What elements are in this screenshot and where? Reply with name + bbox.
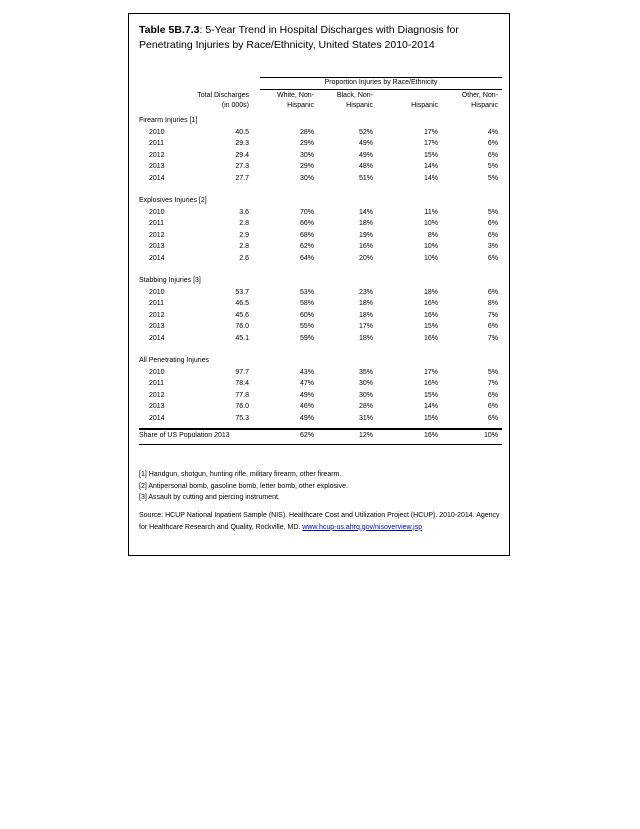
cell-year: 2014 (149, 334, 165, 342)
section-title (139, 275, 502, 287)
cell-white: 30% (299, 174, 314, 182)
footnote-2: [2] Antipersonal bomb, gasoline bomb, letter bomb, other explosive. (139, 482, 348, 490)
cell-total: 53.7 (235, 288, 249, 296)
table-title (139, 23, 501, 53)
cell-other: 5% (487, 163, 498, 170)
cell-black: 51% (358, 174, 373, 182)
cell-hispanic: 16% (423, 311, 438, 319)
cell-black: 19% (358, 231, 373, 239)
cell-total: 2.8 (239, 243, 249, 250)
cell-other: 7% (487, 334, 498, 342)
cell-black: 20% (358, 254, 373, 262)
table-row (139, 310, 502, 322)
cell-other: 6% (487, 140, 498, 147)
table-row (139, 413, 502, 425)
footnotes (139, 469, 501, 534)
cell-total: 27.7 (235, 174, 249, 182)
cell-white: 30% (299, 151, 314, 159)
cell-hispanic: 18% (423, 288, 438, 296)
cell-hispanic: 15% (423, 151, 438, 159)
table-title-text: : 5-Year Trend in Hospital Discharges with Diagnosis for Penetrating Injuries by Race/Ethnicity, United States 2010-2014 (139, 24, 459, 51)
cell-total: 45.1 (235, 334, 249, 342)
cell-year: 2012 (149, 151, 165, 159)
table-row (139, 321, 502, 333)
cell-white: 47% (299, 380, 314, 387)
cell-black: 18% (358, 300, 373, 307)
cell-hispanic: 14% (423, 403, 438, 410)
cell-other: 6% (487, 151, 498, 159)
cell-total: 27.3 (235, 163, 249, 170)
cell-other: 6% (487, 288, 498, 296)
cell-black: 16% (358, 243, 373, 250)
table-row (139, 378, 502, 390)
cell-total: 2.8 (239, 220, 249, 227)
cell-total: 75.3 (235, 414, 249, 422)
cell-white: 60% (299, 311, 314, 319)
table-number: Table 5B.7.3 (139, 24, 200, 36)
cell-total: 3.6 (239, 208, 249, 216)
cell-year: 2014 (149, 254, 165, 262)
table-row (139, 127, 502, 139)
cell-black: 28% (358, 403, 373, 410)
cell-white: 59% (299, 334, 314, 342)
cell-year: 2013 (149, 323, 165, 330)
cell-year: 2011 (149, 380, 165, 387)
cell-other: 6% (487, 231, 498, 239)
cell-black: 18% (358, 334, 373, 342)
cell-black: 30% (358, 380, 373, 387)
footnote-3: [3] Assault by cutting and piercing instrument. (139, 494, 280, 501)
cell-year: 2012 (149, 311, 165, 319)
cell-hispanic: 10% (423, 220, 438, 227)
cell-other: 4% (487, 128, 498, 136)
cell-other: 6% (487, 391, 498, 399)
table-row (139, 287, 502, 299)
table-row (139, 230, 502, 242)
cell-year: 2012 (149, 231, 165, 239)
cell-hispanic: 11% (424, 208, 438, 216)
cell-total: 2.9 (239, 231, 249, 239)
cell-hispanic: 14% (423, 174, 438, 182)
cell-white: 62% (299, 243, 314, 250)
cell-other: 6% (487, 323, 498, 330)
cell-hispanic: 16% (423, 334, 438, 342)
cell-total: 45.6 (235, 311, 249, 319)
cell-year: 2010 (149, 288, 165, 296)
table-row (139, 241, 502, 253)
table-row (139, 253, 502, 265)
cell-black: 23% (358, 288, 373, 296)
table-row (139, 150, 502, 162)
cell-black: 31% (358, 414, 373, 422)
cell-black: 49% (358, 151, 373, 159)
cell-total: 40.5 (235, 128, 249, 136)
cell-total: 46.5 (235, 300, 249, 307)
cell-other: 6% (487, 220, 498, 227)
section-title-label: Firearm Injuries [1] (139, 117, 198, 124)
share-black: 12% (358, 432, 373, 439)
source-note (139, 510, 501, 534)
cell-white: 49% (299, 391, 314, 399)
cell-hispanic: 14% (423, 163, 438, 170)
cell-other: 6% (487, 414, 498, 422)
cell-total: 2.6 (239, 254, 249, 262)
header-hispanic: Hispanic (411, 102, 438, 109)
footnote-1: [1] Handgun, shotgun, hunting rifle, military firearm, other firearm. (139, 471, 342, 478)
table-row (139, 401, 502, 413)
cell-white: 64% (299, 254, 314, 262)
cell-white: 29% (299, 140, 314, 147)
cell-other: 5% (487, 368, 498, 376)
cell-white: 58% (299, 300, 314, 307)
share-white: 62% (299, 432, 314, 439)
cell-hispanic: 17% (423, 368, 438, 376)
header-total: Total Discharges (in 000s) (197, 92, 249, 109)
data-table (139, 77, 502, 445)
cell-white: 46% (299, 403, 314, 410)
cell-black: 30% (358, 391, 373, 399)
cell-white: 53% (299, 288, 314, 296)
cell-total: 76.0 (235, 323, 249, 330)
cell-white: 49% (299, 414, 314, 422)
share-other: 10% (483, 432, 498, 439)
cell-year: 2010 (149, 128, 165, 136)
cell-other: 5% (487, 174, 498, 182)
section-title (139, 115, 502, 127)
cell-year: 2013 (149, 163, 165, 170)
cell-year: 2010 (149, 208, 165, 216)
cell-hispanic: 16% (423, 300, 438, 307)
cell-other: 6% (487, 403, 498, 410)
cell-hispanic: 8% (427, 231, 438, 239)
table-row (139, 390, 502, 402)
cell-other: 5% (487, 208, 498, 216)
cell-hispanic: 15% (423, 414, 438, 422)
cell-black: 17% (358, 323, 373, 330)
table-row (139, 161, 502, 173)
section-title-label: Explosives Injuries [2] (139, 197, 207, 204)
share-row (139, 430, 502, 442)
cell-other: 7% (487, 311, 498, 319)
share-label: Share of US Population 2013 (139, 432, 230, 439)
header-white: White, Non- Hispanic (277, 92, 314, 109)
cell-other: 8% (487, 300, 498, 307)
cell-black: 52% (358, 128, 373, 136)
table-body (139, 115, 502, 424)
cell-year: 2014 (149, 414, 165, 422)
cell-total: 29.3 (235, 140, 249, 147)
table-row (139, 207, 502, 219)
cell-year: 2012 (149, 391, 165, 399)
cell-total: 97.7 (235, 368, 249, 376)
cell-other: 3% (487, 243, 498, 250)
section-title (139, 195, 502, 207)
cell-year: 2014 (149, 174, 165, 182)
cell-year: 2011 (149, 140, 165, 147)
cell-hispanic: 15% (423, 323, 438, 330)
cell-white: 28% (299, 128, 314, 136)
table-row (139, 298, 502, 310)
table-row (139, 218, 502, 230)
header-black: Black, Non- Hispanic (336, 92, 373, 109)
cell-white: 66% (299, 220, 314, 227)
cell-hispanic: 17% (423, 140, 438, 147)
cell-year: 2011 (149, 220, 165, 227)
cell-black: 49% (358, 140, 373, 147)
cell-hispanic: 17% (423, 128, 438, 136)
cell-year: 2011 (149, 300, 165, 307)
cell-total: 77.8 (235, 391, 249, 399)
source-text: Source: HCUP National Inpatient Sample (NIS). Healthcare Cost and Utilization Project (HCUP). 2010-2014. Agency for Healthcare Research and Quality, Rockville, MD. (139, 511, 500, 531)
section-title (139, 355, 502, 367)
cell-other: 7% (487, 380, 498, 387)
cell-total: 76.0 (235, 403, 249, 410)
proportion-header: Proportion Injuries by Race/Ethnicity (324, 79, 438, 86)
table-row (139, 138, 502, 150)
cell-white: 43% (299, 368, 314, 376)
header-group (139, 77, 502, 91)
cell-white: 55% (299, 323, 314, 330)
cell-black: 35% (358, 368, 373, 376)
cell-hispanic: 10% (423, 243, 438, 250)
cell-other: 6% (487, 254, 498, 262)
cell-hispanic: 15% (423, 391, 438, 399)
section-title-label: All Penetrating Injuries (139, 357, 210, 364)
table-row (139, 173, 502, 185)
table-row (139, 333, 502, 345)
cell-year: 2013 (149, 403, 165, 410)
source-link[interactable]: www.hcup-us.ahrq.gov/nisoverview.jsp (302, 523, 423, 531)
cell-black: 18% (358, 220, 373, 227)
section-title-label: Stabbing Injuries [3] (139, 277, 201, 284)
cell-white: 29% (299, 163, 314, 170)
share-hispanic: 16% (423, 432, 438, 439)
table-frame (128, 13, 510, 556)
cell-total: 29.4 (235, 151, 249, 159)
cell-black: 48% (358, 163, 373, 170)
table-row (139, 367, 502, 379)
cell-hispanic: 16% (423, 380, 438, 387)
cell-black: 14% (358, 208, 373, 216)
header-other: Other, Non- Hispanic (461, 92, 498, 109)
cell-white: 70% (299, 208, 314, 216)
cell-year: 2013 (149, 243, 165, 250)
cell-white: 68% (299, 231, 314, 239)
header-row (139, 91, 502, 115)
cell-hispanic: 10% (423, 254, 438, 262)
cell-total: 78.4 (235, 380, 249, 387)
cell-year: 2010 (149, 368, 165, 376)
cell-black: 18% (358, 311, 373, 319)
